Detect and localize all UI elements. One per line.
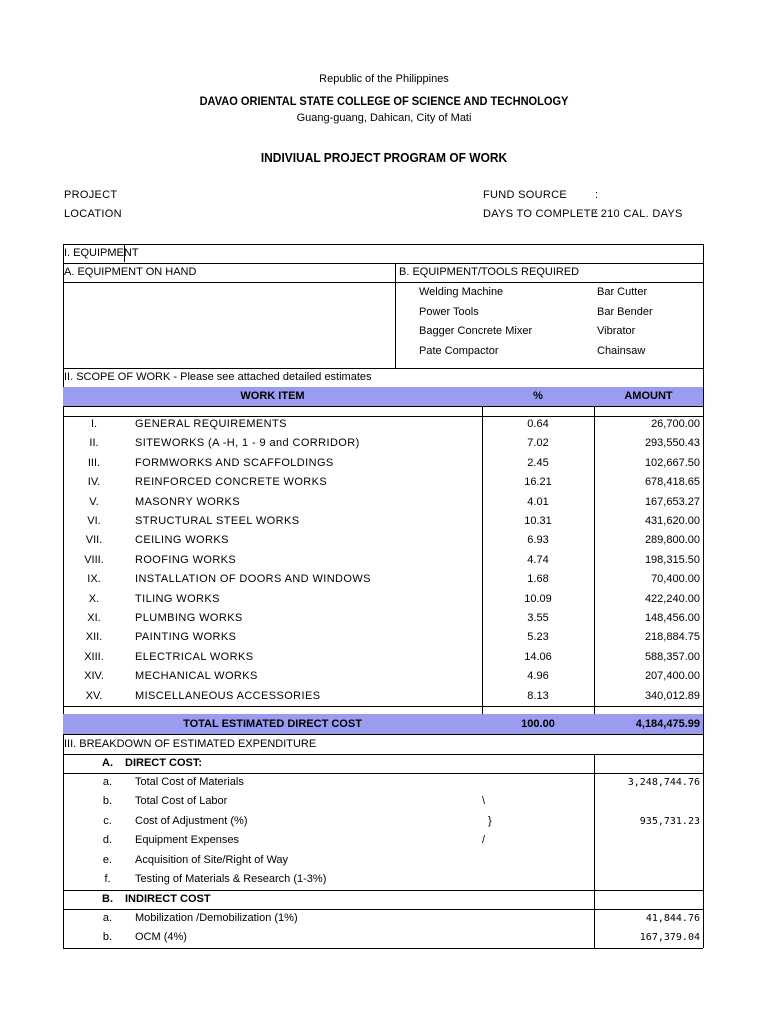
direct-cost-item: Testing of Materials & Research (1-3%) <box>135 873 327 885</box>
work-item-percent: 1.68 <box>527 573 549 586</box>
work-item-number: VI. <box>87 515 101 527</box>
work-item-amount: 207,400.00 <box>644 670 700 683</box>
work-item-number: XIV. <box>84 670 104 683</box>
direct-cost-letter: a. <box>102 776 113 788</box>
total-percent: 100.00 <box>521 718 555 730</box>
work-item-name: PLUMBING WORKS <box>135 612 243 624</box>
breakdown-section-title: III. BREAKDOWN OF ESTIMATED EXPENDITURE <box>64 738 317 750</box>
direct-cost-amount <box>594 792 700 811</box>
work-item-number: X. <box>88 592 100 605</box>
fund-source-value: : <box>595 189 599 201</box>
project-label: PROJECT <box>64 189 118 201</box>
equipment-divider <box>395 263 396 368</box>
direct-cost-amount: 935,731.23 <box>639 815 700 827</box>
work-item-percent: 4.01 <box>527 495 549 508</box>
work-item-name: MASONRY WORKS <box>135 495 241 508</box>
work-item-amount: 70,400.00 <box>651 573 700 586</box>
days-label: DAYS TO COMPLETE <box>483 208 599 220</box>
work-item-name: STRUCTURAL STEEL WORKS <box>135 515 300 527</box>
work-item-percent: 6.93 <box>527 534 549 547</box>
work-item-number: IV. <box>87 476 101 489</box>
work-item-name: FORMWORKS AND SCAFFOLDINGS <box>135 456 334 469</box>
work-item-name: REINFORCED CONCRETE WORKS <box>135 476 328 489</box>
work-item-name: GENERAL REQUIREMENTS <box>135 418 287 430</box>
work-item-percent: 14.06 <box>524 650 552 663</box>
indirect-cost-label: INDIRECT COST <box>125 893 211 905</box>
equipment-item: Bagger Concrete Mixer <box>419 325 533 337</box>
brace-mark: \ <box>482 795 486 808</box>
work-item-amount: 26,700.00 <box>651 418 700 430</box>
total-label: TOTAL ESTIMATED DIRECT COST <box>183 718 362 730</box>
direct-cost-amount <box>594 870 700 889</box>
location-label: LOCATION <box>64 208 122 220</box>
work-item-name: MECHANICAL WORKS <box>135 670 258 683</box>
direct-cost-letter: b. <box>102 795 113 808</box>
work-item-amount: 588,357.00 <box>644 650 700 663</box>
institution-name: DAVAO ORIENTAL STATE COLLEGE OF SCIENCE AND TECHNOLOGY <box>199 94 569 108</box>
work-item-amount: 218,884.75 <box>644 631 700 644</box>
direct-cost-amount <box>594 851 700 870</box>
work-item-name: ROOFING WORKS <box>135 553 237 566</box>
work-item-amount: 102,667.50 <box>644 456 700 469</box>
work-item-name: MISCELLANEOUS ACCESSORIES <box>135 689 321 702</box>
table-row-rule <box>63 406 703 407</box>
republic-line: Republic of the Philippines <box>319 73 449 85</box>
work-item-number: V. <box>89 495 99 508</box>
direct-cost-number: A. <box>102 757 113 769</box>
indirect-cost-letter: a. <box>102 912 113 924</box>
brace-mark: / <box>482 834 486 847</box>
work-item-amount: 289,800.00 <box>644 534 700 547</box>
work-item-percent: 5.23 <box>527 631 549 644</box>
col-work-item: WORK ITEM <box>240 390 305 402</box>
indirect-cost-letter: b. <box>102 931 113 944</box>
indirect-cost-item: Mobilization /Demobilization (1%) <box>135 912 298 924</box>
work-item-number: I. <box>90 418 98 430</box>
direct-cost-item: Total Cost of Materials <box>135 776 244 788</box>
indirect-cost-amount: 41,844.76 <box>645 913 700 924</box>
work-item-number: XI. <box>87 612 101 624</box>
work-item-percent: 4.74 <box>527 553 549 566</box>
equipment-item: Chainsaw <box>597 344 646 357</box>
work-item-percent: 8.13 <box>527 689 549 702</box>
work-item-number: XIII. <box>84 650 104 663</box>
work-item-number: VIII. <box>84 553 104 566</box>
work-item-number: III. <box>87 456 101 469</box>
equipment-required-label: B. EQUIPMENT/TOOLS REQUIRED <box>399 266 580 278</box>
equipment-on-hand-label: A. EQUIPMENT ON HAND <box>64 266 197 278</box>
work-item-percent: 2.45 <box>527 456 549 469</box>
table-row-rule <box>63 948 703 949</box>
direct-cost-item: Total Cost of Labor <box>135 795 228 808</box>
direct-cost-amount <box>594 831 700 850</box>
indirect-cost-number: B. <box>102 893 113 905</box>
table-row-rule <box>63 706 703 707</box>
work-item-number: XV. <box>85 689 103 702</box>
direct-cost-letter: d. <box>102 834 113 847</box>
work-item-number: IX. <box>87 573 101 586</box>
work-item-percent: 16.21 <box>524 476 552 489</box>
work-item-amount: 198,315.50 <box>644 553 700 566</box>
document-title: INDIVIUAL PROJECT PROGRAM OF WORK <box>260 150 508 165</box>
work-item-amount: 293,550.43 <box>644 437 700 450</box>
work-item-name: CEILING WORKS <box>135 534 229 547</box>
work-item-percent: 10.31 <box>524 515 552 527</box>
equipment-item: Bar Cutter <box>597 286 648 298</box>
direct-cost-item: Cost of Adjustment (%) <box>135 814 248 827</box>
days-value: : 210 CAL. DAYS <box>594 208 683 220</box>
scope-section-title: II. SCOPE OF WORK - Please see attached detailed estimates <box>64 371 372 383</box>
direct-cost-item: Acquisition of Site/Right of Way <box>135 853 289 866</box>
institution-address: Guang-guang, Dahican, City of Mati <box>296 112 472 124</box>
work-item-name: TILING WORKS <box>135 592 220 605</box>
work-item-number: XII. <box>85 631 103 644</box>
work-item-name: SITEWORKS (A -H, 1 - 9 and CORRIDOR) <box>135 437 360 450</box>
fund-source-label: FUND SOURCE <box>483 189 567 201</box>
indirect-cost-amount: 167,379.04 <box>639 932 700 944</box>
work-item-amount: 148,456.00 <box>644 612 700 624</box>
total-amount: 4,184,475.99 <box>635 718 700 730</box>
equipment-section-title: I. EQUIPMENT <box>64 247 139 259</box>
work-item-percent: 7.02 <box>527 437 549 450</box>
equipment-item: Pate Compactor <box>419 344 499 357</box>
work-item-percent: 4.96 <box>527 670 549 683</box>
work-item-amount: 678,418.65 <box>644 476 700 489</box>
work-item-amount: 431,620.00 <box>644 515 700 527</box>
work-item-percent: 0.64 <box>527 418 549 430</box>
direct-cost-amount: 3,248,744.76 <box>627 777 700 788</box>
work-item-amount: 167,653.27 <box>644 495 700 508</box>
work-item-number: II. <box>89 437 99 450</box>
brace-mark: } <box>488 814 492 827</box>
col-percent: % <box>533 390 543 402</box>
direct-cost-letter: c. <box>103 814 112 827</box>
direct-cost-label: DIRECT COST: <box>125 757 202 769</box>
table-right-border <box>703 244 704 948</box>
equipment-item: Welding Machine <box>419 286 504 298</box>
work-item-number: VII. <box>85 534 103 547</box>
direct-cost-letter: e. <box>102 853 113 866</box>
work-item-name: PAINTING WORKS <box>135 631 237 644</box>
work-item-name: ELECTRICAL WORKS <box>135 650 254 663</box>
equipment-item: Vibrator <box>597 325 636 337</box>
col-amount: AMOUNT <box>624 390 673 402</box>
indirect-cost-item: OCM (4%) <box>135 931 187 944</box>
table-row-rule <box>63 244 703 245</box>
equipment-item: Power Tools <box>419 305 479 318</box>
direct-cost-item: Equipment Expenses <box>135 834 239 847</box>
work-item-name: INSTALLATION OF DOORS AND WINDOWS <box>135 573 371 586</box>
work-item-amount: 340,012.89 <box>644 689 700 702</box>
work-item-amount: 422,240.00 <box>644 592 700 605</box>
work-item-percent: 10.09 <box>524 592 552 605</box>
direct-cost-letter: f. <box>104 873 111 885</box>
work-item-percent: 3.55 <box>527 612 549 624</box>
equipment-item: Bar Bender <box>597 305 653 318</box>
